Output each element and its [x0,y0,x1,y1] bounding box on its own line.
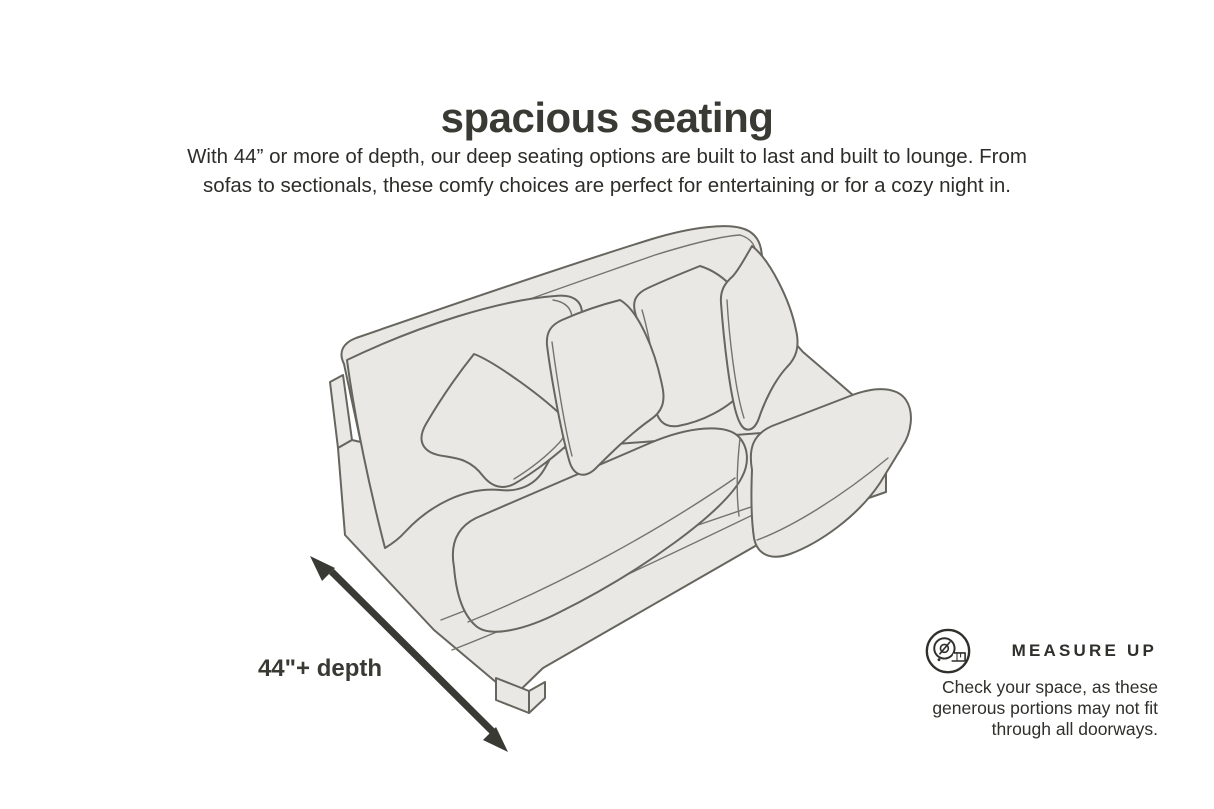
intro-line-2: sofas to sectionals, these comfy choices are perfect for entertaining or for a cozy night in. [203,174,1011,197]
measure-up-note [890,677,1158,740]
intro-line-1: With 44” or more of depth, our deep seating options are built to last and built to lounge. From [187,145,1027,168]
depth-dimension-label: 44"+ depth [257,655,383,682]
page-title: spacious seating [440,94,774,142]
measure-up-heading: MEASURE UP [1011,641,1157,660]
measure-up-note-line-2: generous portions may not fit [932,698,1158,718]
measure-up-note-line-1: Check your space, as these [942,677,1158,697]
measure-up-note-line-3: through all doorways. [991,719,1158,739]
sofa-foot-left-side [529,682,545,713]
tape-measure-icon [921,625,975,679]
sofa-illustration [270,215,970,785]
intro-paragraph [0,142,1214,200]
